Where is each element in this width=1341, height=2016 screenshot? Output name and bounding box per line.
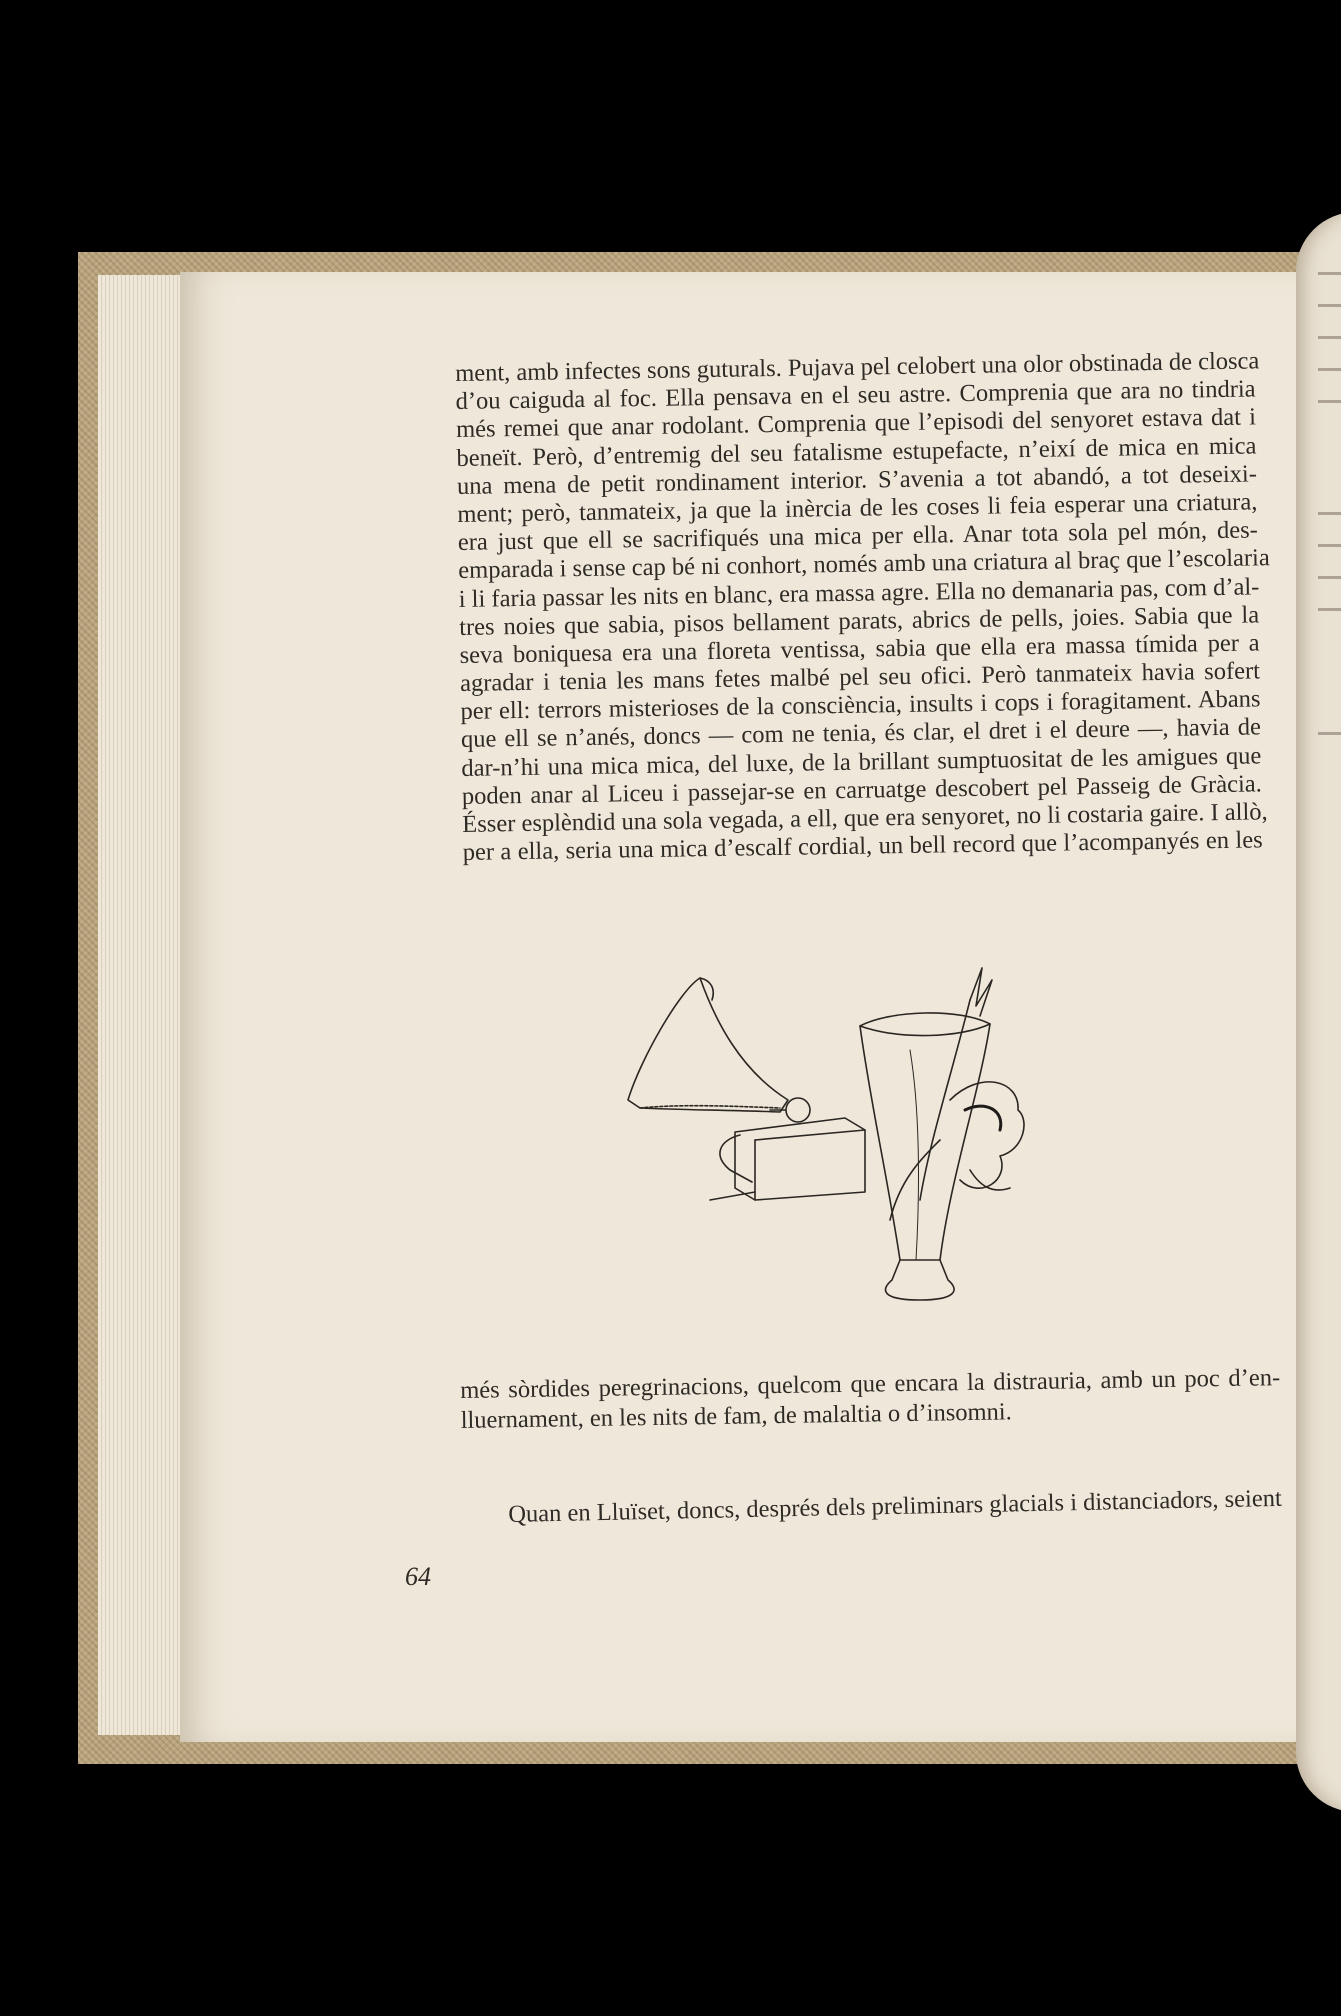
text-line: i li faria passar les nits en blanc, era massa agre. Ella no demanaria pas, com d’al- [458, 572, 1260, 613]
text-line: per a ella, seria una mica d’escalf cordial, un bell record que l’acompanyés en les [462, 826, 1263, 867]
text-line: per ell: terrors misterioses de la consciència, insults i cops i foragitament. Abans [460, 685, 1261, 726]
text-line: era just que ell se sacrifiqués una mica per ella. Anar tota sola pel món, des- [457, 516, 1258, 557]
text-line: d’ou caiguda al foc. Ella pensava en el seu astre. Comprenia que ara no tindria [455, 375, 1256, 416]
text-line: poden anar al Liceu i passejar-se en carruatge descobert pel Passeig de Gràcia. [461, 770, 1262, 810]
next-paragraph-start: Quan en Lluïset, doncs, després dels preliminars glacials i distanciadors, seient [508, 1484, 1283, 1528]
text-line: que ell se n’anés, doncs — com ne tenia, és clar, el dret i el deure —, havia de [460, 713, 1262, 754]
text-line: dar-n’hi una mica mica, del luxe, de la brillant sumptuositat de les amigues que [461, 742, 1262, 782]
facing-page-edge [1296, 212, 1341, 1812]
continuation-paragraph [460, 1363, 1281, 1436]
main-paragraph [455, 347, 1270, 867]
text-line: lluernament, en les nits de fam, de malaltia o d’insomni. [460, 1398, 1012, 1434]
vase-drawing [860, 1013, 990, 1260]
text-line: més sòrdides peregrinacions, quelcom que encara la distrauria, amb un poc d’en- [460, 1364, 1281, 1404]
text-line: Ésser esplèndid una sola vegada, a ell, que era senyoret, no li costaria gaire. I allò, [462, 798, 1268, 838]
page-number: 64 [405, 1562, 431, 1591]
text-line: agradar i tenia les mans fetes malbé pel seu ofici. Però tanmateix havia sofert [459, 657, 1261, 698]
text-line: tres noies que sabia, pisos bellament parats, abrics de pells, joies. Sabia que la [458, 601, 1260, 641]
horn-drawing [628, 978, 788, 1112]
text-line: més remei que anar rodolant. Comprenia que l’episodi del senyoret estava dat i [455, 403, 1257, 444]
text-line: seva boniquesa era una floreta ventissa, sabia que ella era massa tímida per a [459, 629, 1260, 669]
soundbox-drawing [786, 1098, 810, 1122]
text-line: una mena de petit rondinament interior. S’avenia a tot abandó, a tot deseixi- [456, 460, 1258, 500]
text-line: ment, amb infectes sons guturals. Pujava pel celobert una olor obstinada de closca [455, 347, 1260, 387]
gramophone-vase-illustration [620, 960, 1130, 1325]
text-line: emparada i sense cap bé ni conhort, només amb una criatura al braç que l’escolaria [458, 544, 1270, 585]
text-line: ment; però, tanmateix, ja que la inèrcia de les coses li feia esperar una criatura, [457, 488, 1258, 528]
text-line: beneït. Però, d’entremig del seu fatalisme estupefacte, n’eixí de mica en mica [456, 431, 1257, 472]
flower-stem-drawing [920, 1000, 970, 1200]
